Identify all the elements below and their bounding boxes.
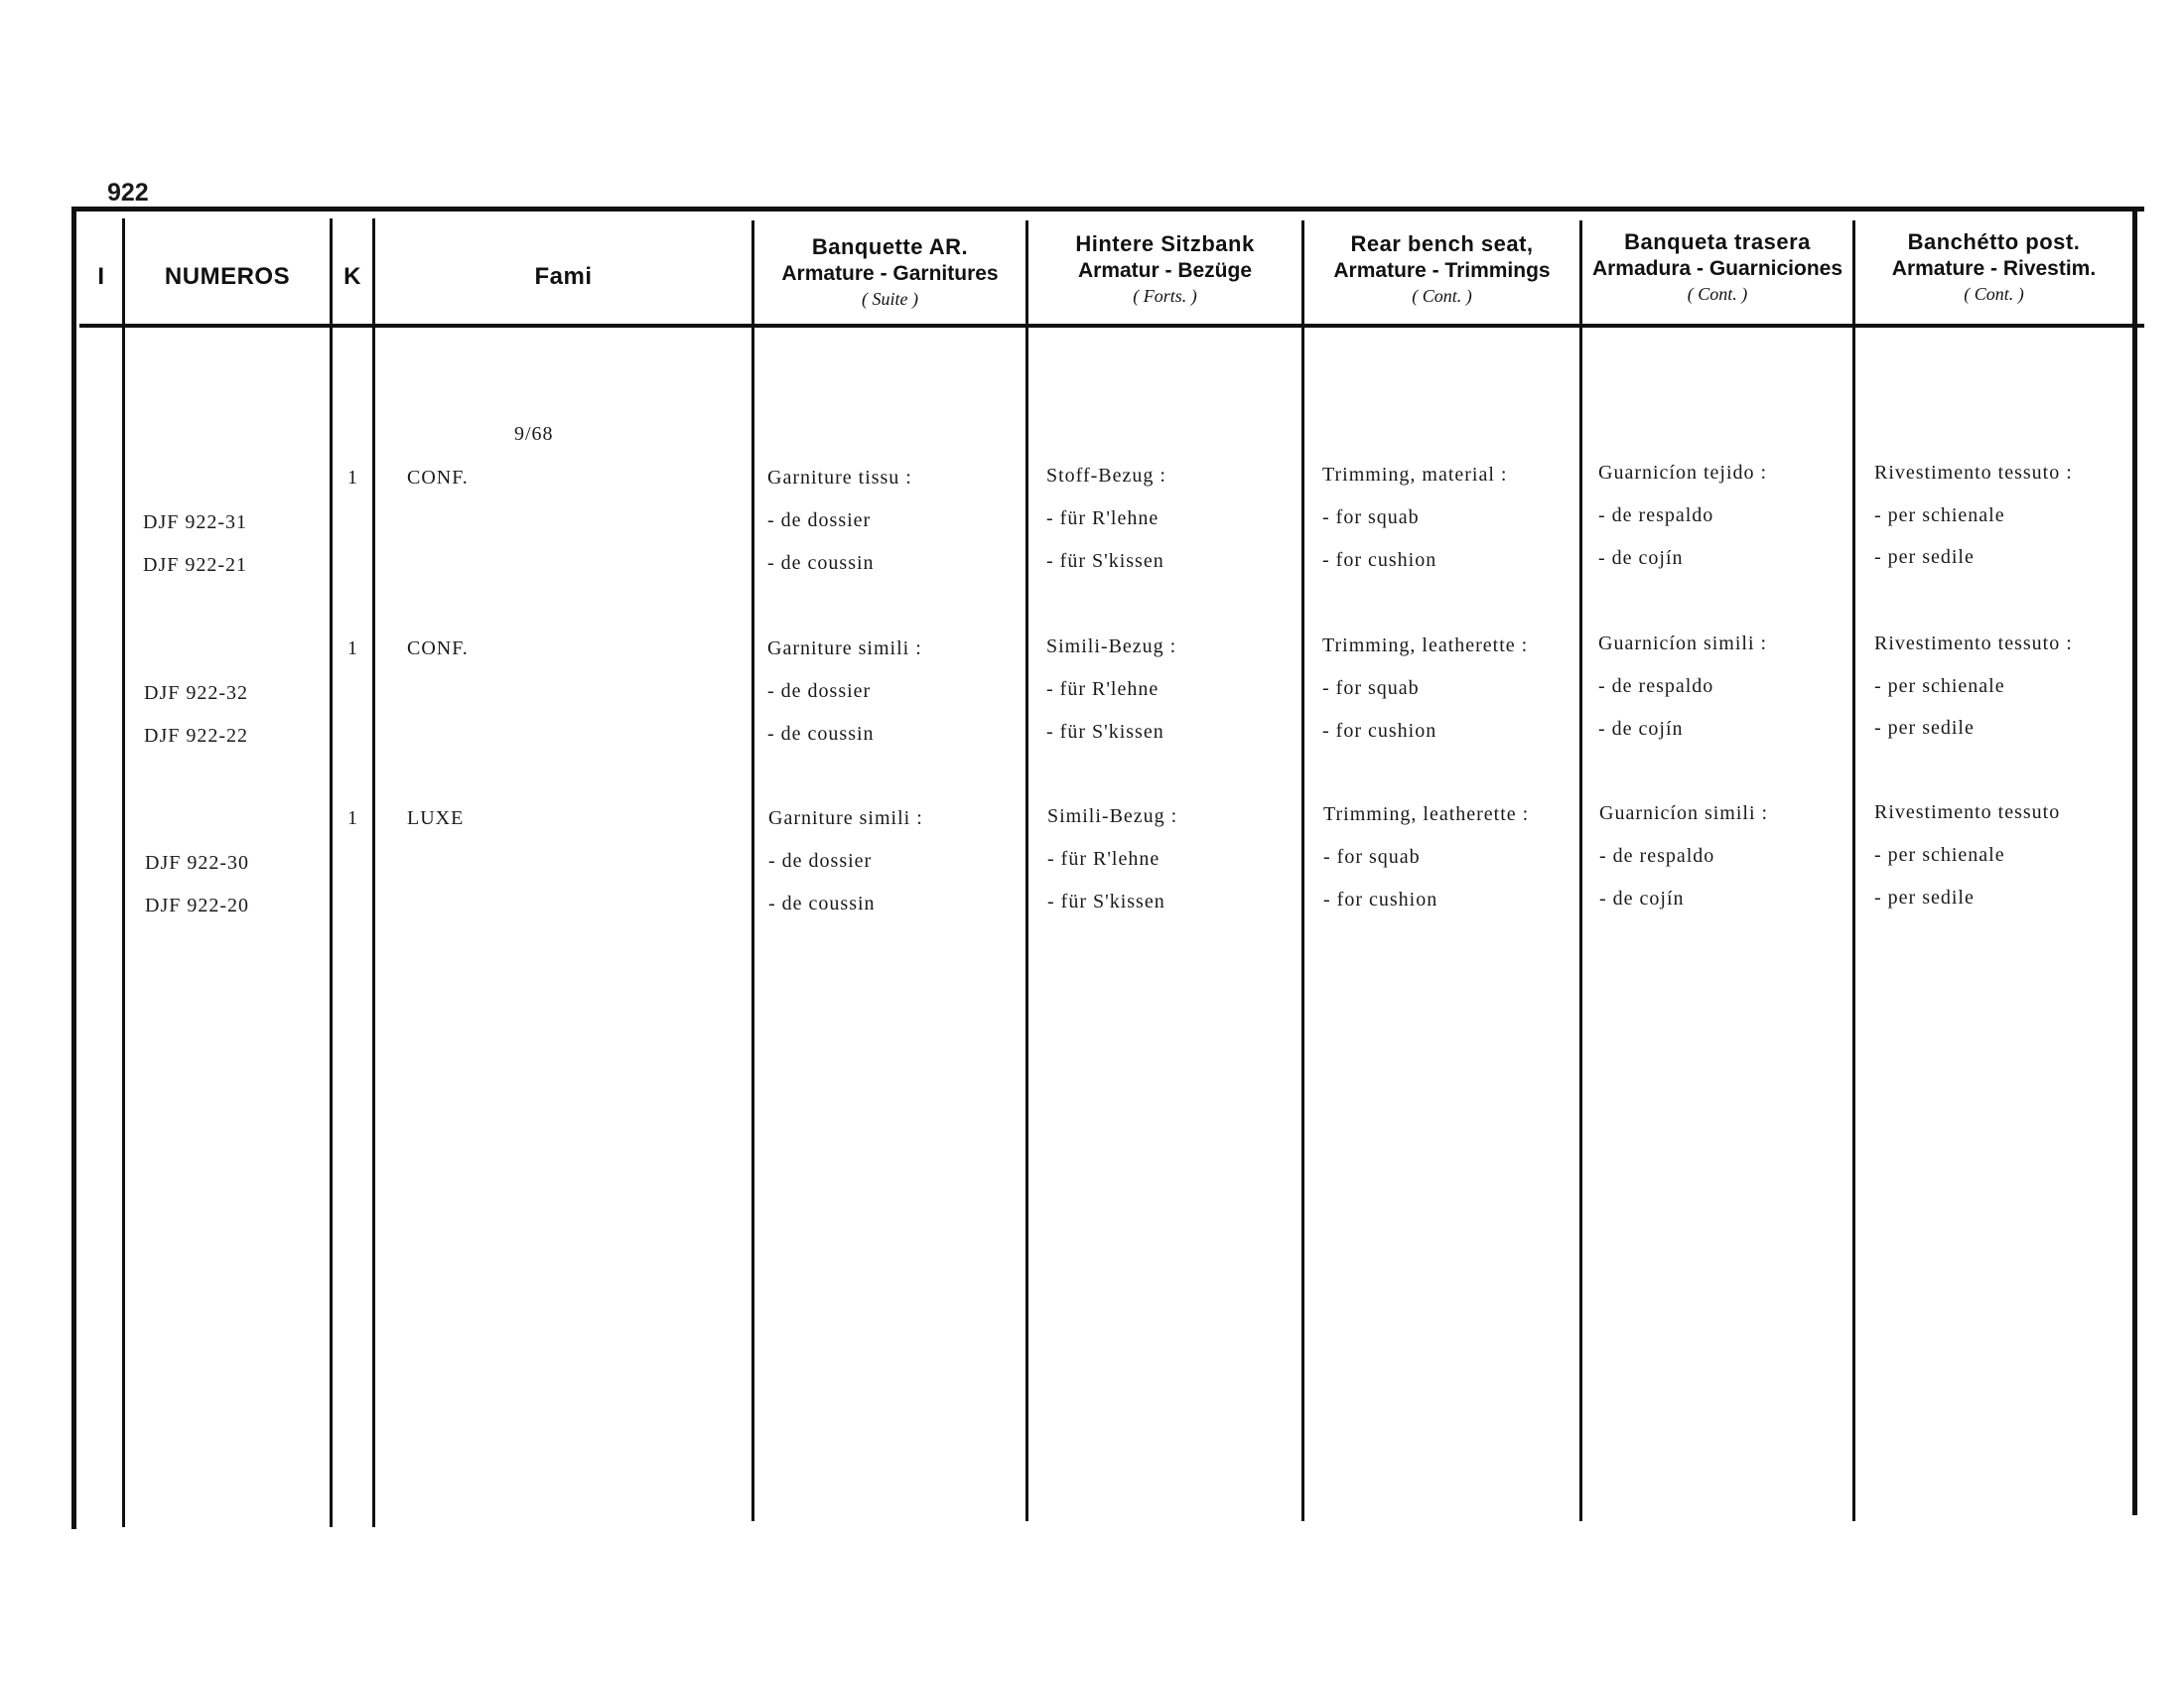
date-code: 9/68 (514, 423, 554, 445)
french-text: - de coussin (767, 723, 875, 745)
header-german-note: ( Forts. ) (1133, 286, 1197, 306)
page-number: 922 (107, 179, 149, 207)
italian-text: - per sedile (1874, 717, 1975, 739)
column-divider (1025, 220, 1028, 1521)
english-text: - for squab (1322, 506, 1420, 528)
header-spanish-note: ( Cont. ) (1687, 284, 1748, 304)
part-number: DJF 922-21 (143, 554, 248, 576)
part-number: DJF 922-31 (143, 511, 248, 533)
german-text: - für S'kissen (1046, 550, 1164, 572)
english-text: - for cushion (1322, 549, 1437, 571)
french-text: Garniture simili : (768, 807, 923, 829)
german-text: - für S'kissen (1046, 721, 1164, 743)
header-english (1304, 230, 1579, 308)
spanish-text: - de cojín (1598, 718, 1684, 740)
french-text: - de dossier (767, 680, 872, 702)
header-bottom-border (79, 324, 2144, 328)
english-text: Trimming, leatherette : (1323, 803, 1530, 825)
header-french-title: Banquette AR. (811, 234, 969, 259)
spanish-text: - de respaldo (1598, 675, 1714, 697)
header-italian (1855, 228, 2132, 306)
header-k: K (343, 263, 361, 290)
german-text: Stoff-Bezug : (1046, 465, 1166, 487)
italian-text: - per schienale (1874, 844, 2005, 866)
header-german (1028, 230, 1301, 308)
german-text: Simili-Bezug : (1047, 805, 1178, 827)
column-divider (1301, 220, 1304, 1521)
french-text: - de dossier (767, 509, 872, 531)
spanish-text: Guarnicíon simili : (1598, 633, 1768, 654)
english-text: - for squab (1323, 846, 1421, 868)
header-spanish-title: Banqueta trasera (1624, 229, 1811, 254)
header-numeros: NUMEROS (164, 263, 291, 290)
german-text: - für S'kissen (1047, 891, 1165, 913)
part-number: DJF 922-20 (145, 895, 250, 916)
english-text: - for cushion (1322, 720, 1437, 742)
column-divider (372, 218, 375, 1527)
italian-text: - per schienale (1874, 675, 2005, 697)
french-text: Garniture tissu : (767, 467, 912, 489)
english-text: Trimming, leatherette : (1322, 634, 1529, 656)
part-number: DJF 922-32 (144, 682, 249, 704)
spanish-text: - de respaldo (1598, 504, 1714, 526)
family-label: LUXE (407, 807, 465, 829)
column-divider (1579, 220, 1582, 1521)
qty-value: 1 (347, 807, 358, 829)
header-french-subtitle: Armature - Garnitures (781, 262, 999, 285)
part-number: DJF 922-22 (144, 725, 249, 747)
german-text: - für R'lehne (1046, 678, 1160, 700)
header-english-note: ( Cont. ) (1412, 286, 1472, 306)
spanish-text: Guarnicíon tejido : (1598, 462, 1768, 484)
spanish-text: - de respaldo (1599, 845, 1715, 867)
spanish-text: Guarnicíon simili : (1599, 802, 1769, 824)
header-french-note: ( Suite ) (862, 289, 918, 309)
italian-text: - per sedile (1874, 546, 1975, 568)
italian-text: Rivestimento tessuto (1874, 801, 2061, 823)
header-italian-subtitle: Armature - Rivestim. (1891, 257, 2097, 280)
italian-text: Rivestimento tessuto : (1874, 462, 2073, 484)
header-italian-note: ( Cont. ) (1964, 284, 2024, 304)
german-text: - für R'lehne (1047, 848, 1160, 870)
header-spanish-subtitle: Armadura - Guarniciones (1591, 257, 1843, 280)
french-text: - de coussin (768, 893, 876, 914)
english-text: - for cushion (1323, 889, 1438, 911)
italian-text: Rivestimento tessuto : (1874, 633, 2073, 654)
table-top-border (71, 207, 2144, 211)
part-number: DJF 922-30 (145, 852, 250, 874)
table-left-border (71, 209, 76, 1529)
italian-text: - per schienale (1874, 504, 2005, 526)
header-italian-title: Banchétto post. (1907, 229, 2081, 254)
french-text: - de coussin (767, 552, 875, 574)
english-text: - for squab (1322, 677, 1420, 699)
table-right-border (2132, 207, 2137, 1515)
family-label: CONF. (407, 637, 469, 659)
column-divider (122, 218, 125, 1527)
column-divider (1852, 220, 1855, 1521)
qty-value: 1 (347, 467, 358, 489)
german-text: - für R'lehne (1046, 507, 1160, 529)
header-german-subtitle: Armatur - Bezüge (1077, 259, 1253, 282)
spanish-text: - de cojín (1598, 547, 1684, 569)
italian-text: - per sedile (1874, 887, 1975, 909)
english-text: Trimming, material : (1322, 464, 1508, 486)
header-english-title: Rear bench seat, (1350, 231, 1534, 256)
column-divider (330, 218, 333, 1527)
header-german-title: Hintere Sitzbank (1075, 231, 1255, 256)
header-french (754, 233, 1025, 311)
header-fami: Fami (534, 263, 593, 290)
german-text: Simili-Bezug : (1046, 635, 1177, 657)
family-label: CONF. (407, 467, 469, 489)
header-col-i: I (97, 263, 105, 290)
column-divider (751, 220, 754, 1521)
french-text: - de dossier (768, 850, 873, 872)
qty-value: 1 (347, 637, 358, 659)
header-spanish (1582, 228, 1852, 306)
spanish-text: - de cojín (1599, 888, 1685, 910)
french-text: Garniture simili : (767, 637, 922, 659)
header-english-subtitle: Armature - Trimmings (1333, 259, 1551, 282)
